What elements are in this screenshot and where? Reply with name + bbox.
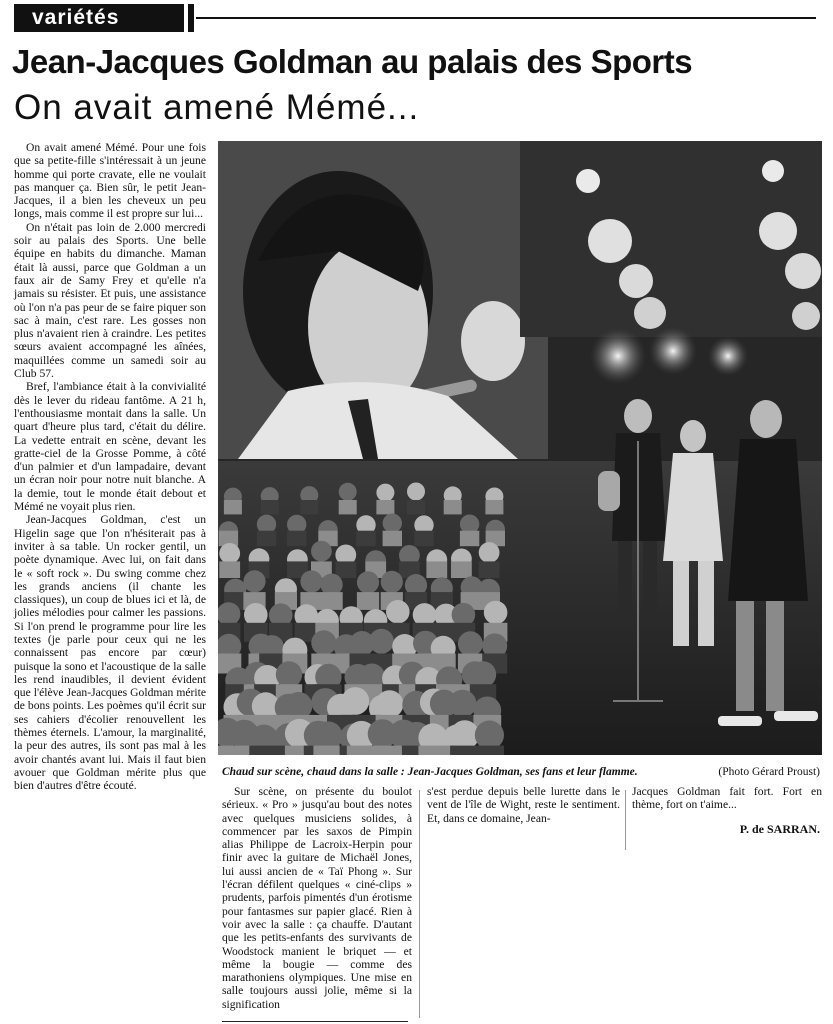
section-rubric: variétés — [14, 4, 184, 32]
article-column-bottom-3 — [632, 785, 822, 812]
rubric-rule — [196, 17, 816, 19]
paragraph: s'est perdue depuis belle lurette dans le vent de l'île de Wight, reste le sentiment. Et, dans ce domaine, Jean- — [427, 785, 620, 825]
paragraph: On avait amené Mémé. Pour une fois que sa petite-fille s'intéressait à un jeune homme qui porte cravate, elle ne voulait pas manquer ça. Bien sûr, le petit Jean-Jacques, il a bien les cheveux un peu longs, mais comme il est propre sur lui... — [14, 141, 206, 221]
author-signature: P. de SARRAN. — [739, 822, 820, 836]
concert-photo-illustration — [218, 141, 822, 755]
headline: Jean-Jacques Goldman au palais des Sports — [12, 43, 693, 80]
column-rule — [625, 790, 626, 850]
photo-caption — [222, 765, 822, 779]
rubric-bar — [188, 4, 194, 32]
paragraph: Jean-Jacques Goldman, c'est un Higelin sage que l'on n'hésiterait pas à inviter à sa table. Un rocker gentil, un poète dynamique. Avec lui, on fait dans le « soft rock ». Du swing comme chez les grands anciens (il chante les classiques), un coup de blues ici et là, de jolies mélodies pour calmer les passions. Si l'on prend le programme pour lire les textes (je parle pour ceux qui ne les connaissent pas encore par cœur) puisque la sono et l'acoustique de la salle les rend inaudibles, il devient évident que l'élève Jean-Jacques Goldman mérite de bons points. Les poèmes qu'il écrit sur ses cahiers d'écolier renouvellent les thèmes éternels. L'amour, la marginalité, la peur des autres, ils sont pas mal à les avoir chantés avant lui. Mais il faut bien avouer que Goldman mérite plus que bien d'autres d'être écouté. — [14, 513, 206, 793]
concert-photo — [218, 141, 822, 755]
column-rule — [419, 790, 420, 1018]
article-column-bottom-1 — [222, 785, 412, 1011]
bottom-rule — [222, 1021, 408, 1022]
paragraph: Sur scène, on présente du boulot sérieux. « Pro » jusqu'au bout des notes avec quelques musiciens solides, à commencer par les saxos de Pimpin alias Philippe de Lacroix-Herpin pour finir avec la guitare de Michaël Jones, lui aussi ancien de « Taï Phong ». Sur l'écran défilent quelques « ciné-clips » prudents, parfois pimentés d'un érotisme pour fantasmes sur papier glacé. Rien à voir avec la salle : ça chauffe. D'autant que les petits-enfants des survivants de Woodstock manient le briquet — et même la bougie — comme des marathoniens olympiques. Une mise en salle toujours aussi jolie, même si la signification — [222, 785, 412, 1011]
subheadline: On avait amené Mémé... — [14, 88, 420, 127]
photo-credit: (Photo Gérard Proust) — [718, 766, 820, 778]
article-column-left — [14, 141, 206, 793]
caption-text: Chaud sur scène, chaud dans la salle : Jean-Jacques Goldman, ses fans et leur flamme. — [222, 766, 638, 778]
paragraph: Bref, l'ambiance était à la convivialité dès le lever du rideau fantôme. A 21 h, l'enthousiasme montait dans la salle. Un quart d'heure plus tard, c'était du délire. La vedette entrait en scène, devant les gratte-ciel de la Grosse Pomme, à côté d'un palmier et d'un lampadaire, devant un écran noir pour notre nuit blanche. A la demie, tout le monde était debout et Mémé ne voyait plus rien. — [14, 380, 206, 514]
singer-portrait-inset — [218, 141, 548, 459]
paragraph: On n'était pas loin de 2.000 mercredi soir au palais des Sports. Une belle équipe en habits du dimanche. Maman était là aussi, parce que Goldman a un faux air de Samy Frey et qu'elle n'a jamais su résister. Et puis, une assistance où l'on n'a pas peur de se faire piquer son sac à main, c'est rare. Les gosses non plus n'avaient rien à craindre. Les petites sœurs avaient accompagné les aînées, maquillées comme un samedi soir au Club 57. — [14, 220, 206, 381]
paragraph: Jacques Goldman fait fort. Fort en thème, fort on t'aime... — [632, 785, 822, 812]
article-column-bottom-2 — [427, 785, 620, 825]
stage-lights-inset — [520, 141, 822, 337]
